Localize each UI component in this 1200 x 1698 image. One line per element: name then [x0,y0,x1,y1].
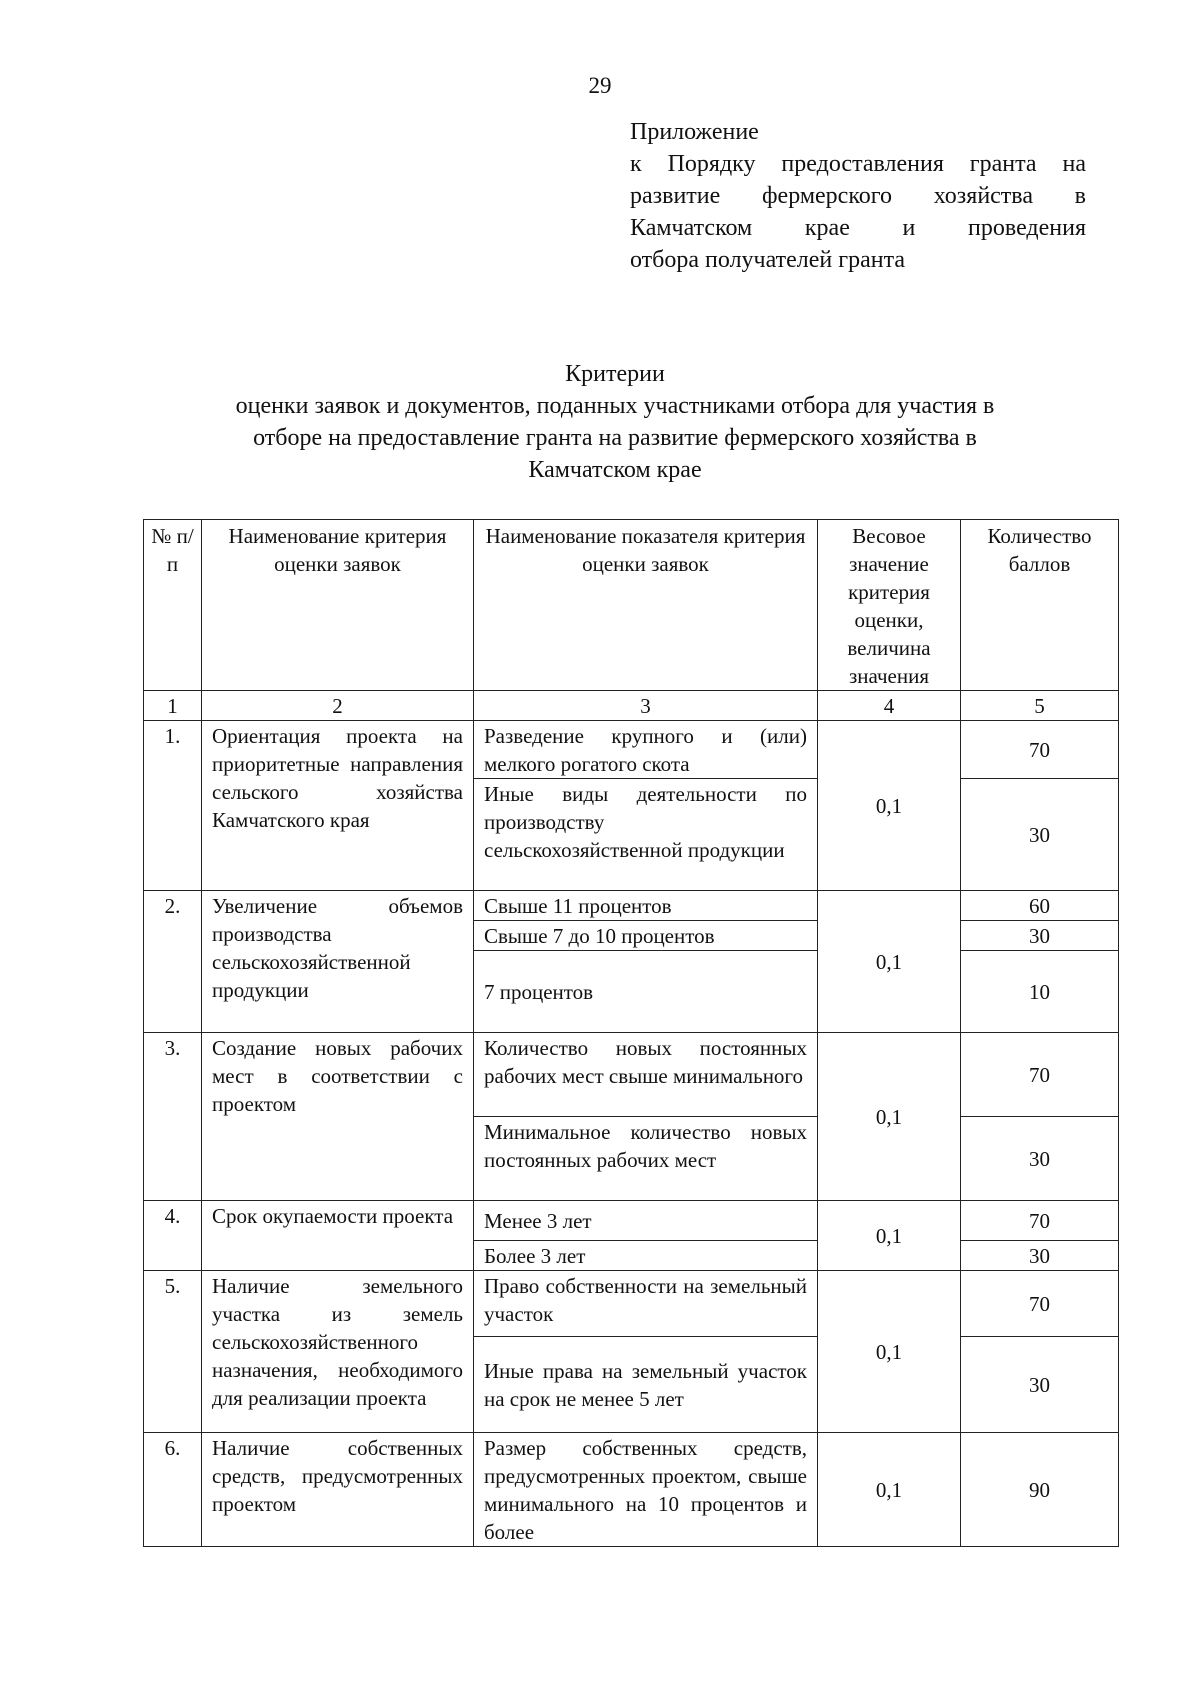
title-line: Критерии [565,361,665,387]
title-line: Камчатском крае [528,457,702,483]
weight-value: 0,1 [818,1271,961,1433]
appendix-line: к Порядку предоставления гранта на [630,151,1086,177]
table-row [144,891,1119,921]
indicator-name: Свыше 7 до 10 процентов [474,921,818,951]
table-header-row [144,520,1119,691]
row-number: 5. [144,1271,202,1433]
criteria-table [143,519,1119,1547]
weight-value: 0,1 [818,891,961,1033]
page-number: 29 [588,73,612,98]
indicator-name: Право собственности на земельный участок [474,1271,818,1337]
table-row [144,1033,1119,1117]
points-value: 30 [961,1337,1119,1433]
indicator-name: 7 процентов [474,951,818,1033]
weight-value: 0,1 [818,1201,961,1271]
indicator-name: Размер собственных средств, предусмотренных проектом, свыше минимального на 10 процентов и более [474,1433,818,1547]
appendix-line: развитие фермерского хозяйства в [630,183,1086,209]
points-value: 30 [961,1241,1119,1271]
row-number: 2. [144,891,202,1033]
criterion-name: Ориентация проекта на приоритетные направления сельского хозяйства Камчатского края [202,721,474,891]
points-value: 60 [961,891,1119,921]
appendix-note [630,116,1086,276]
table-row [144,1201,1119,1241]
column-number: 3 [474,691,818,721]
indicator-name: Иные виды деятельности по производству сельскохозяйственной продукции [474,779,818,891]
header-criterion: Наименование критерия оценки заявок [202,520,474,691]
weight-value: 0,1 [818,1033,961,1201]
points-value: 30 [961,921,1119,951]
appendix-line: отбора получателей гранта [630,247,906,273]
points-value: 70 [961,1033,1119,1117]
indicator-name: Разведение крупного и (или) мелкого рогатого скота [474,721,818,779]
points-value: 90 [961,1433,1119,1547]
indicator-name: Свыше 11 процентов [474,891,818,921]
criterion-name: Наличие земельного участка из земель сельскохозяйственного назначения, необходимого для реализации проекта [202,1271,474,1433]
indicator-name: Более 3 лет [474,1241,818,1271]
indicator-name: Количество новых постоянных рабочих мест свыше минимального [474,1033,818,1117]
column-number: 4 [818,691,961,721]
table-row [144,1271,1119,1337]
criterion-name: Создание новых рабочих мест в соответствии с проектом [202,1033,474,1201]
points-value: 70 [961,721,1119,779]
row-number: 1. [144,721,202,891]
row-number: 3. [144,1033,202,1201]
criterion-name: Увеличение объемов производства сельскохозяйственной продукции [202,891,474,1033]
indicator-name: Менее 3 лет [474,1201,818,1241]
points-value: 70 [961,1201,1119,1241]
weight-value: 0,1 [818,721,961,891]
table-row [144,721,1119,779]
row-number: 4. [144,1201,202,1271]
points-value: 30 [961,779,1119,891]
title-line: оценки заявок и документов, поданных участниками отбора для участия в [235,393,995,419]
header-points: Количество баллов [961,520,1119,691]
indicator-name: Иные права на земельный участок на срок не менее 5 лет [474,1337,818,1433]
header-num: № п/п [144,520,202,691]
column-number: 2 [202,691,474,721]
column-number: 5 [961,691,1119,721]
column-number: 1 [144,691,202,721]
document-title [150,358,1080,486]
header-weight: Весовое значение критерия оценки, величина значения [818,520,961,691]
column-number-row [144,691,1119,721]
points-value: 70 [961,1271,1119,1337]
weight-value: 0,1 [818,1433,961,1547]
appendix-line: Приложение [630,119,759,145]
points-value: 30 [961,1117,1119,1201]
row-number: 6. [144,1433,202,1547]
points-value: 10 [961,951,1119,1033]
appendix-line: Камчатском крае и проведения [630,215,1086,241]
title-line: отборе на предоставление гранта на развитие фермерского хозяйства в [253,425,977,451]
header-indicator: Наименование показателя критерия оценки заявок [474,520,818,691]
criterion-name: Срок окупаемости проекта [202,1201,474,1271]
criterion-name: Наличие собственных средств, предусмотренных проектом [202,1433,474,1547]
indicator-name: Минимальное количество новых постоянных рабочих мест [474,1117,818,1201]
table-row [144,1433,1119,1547]
